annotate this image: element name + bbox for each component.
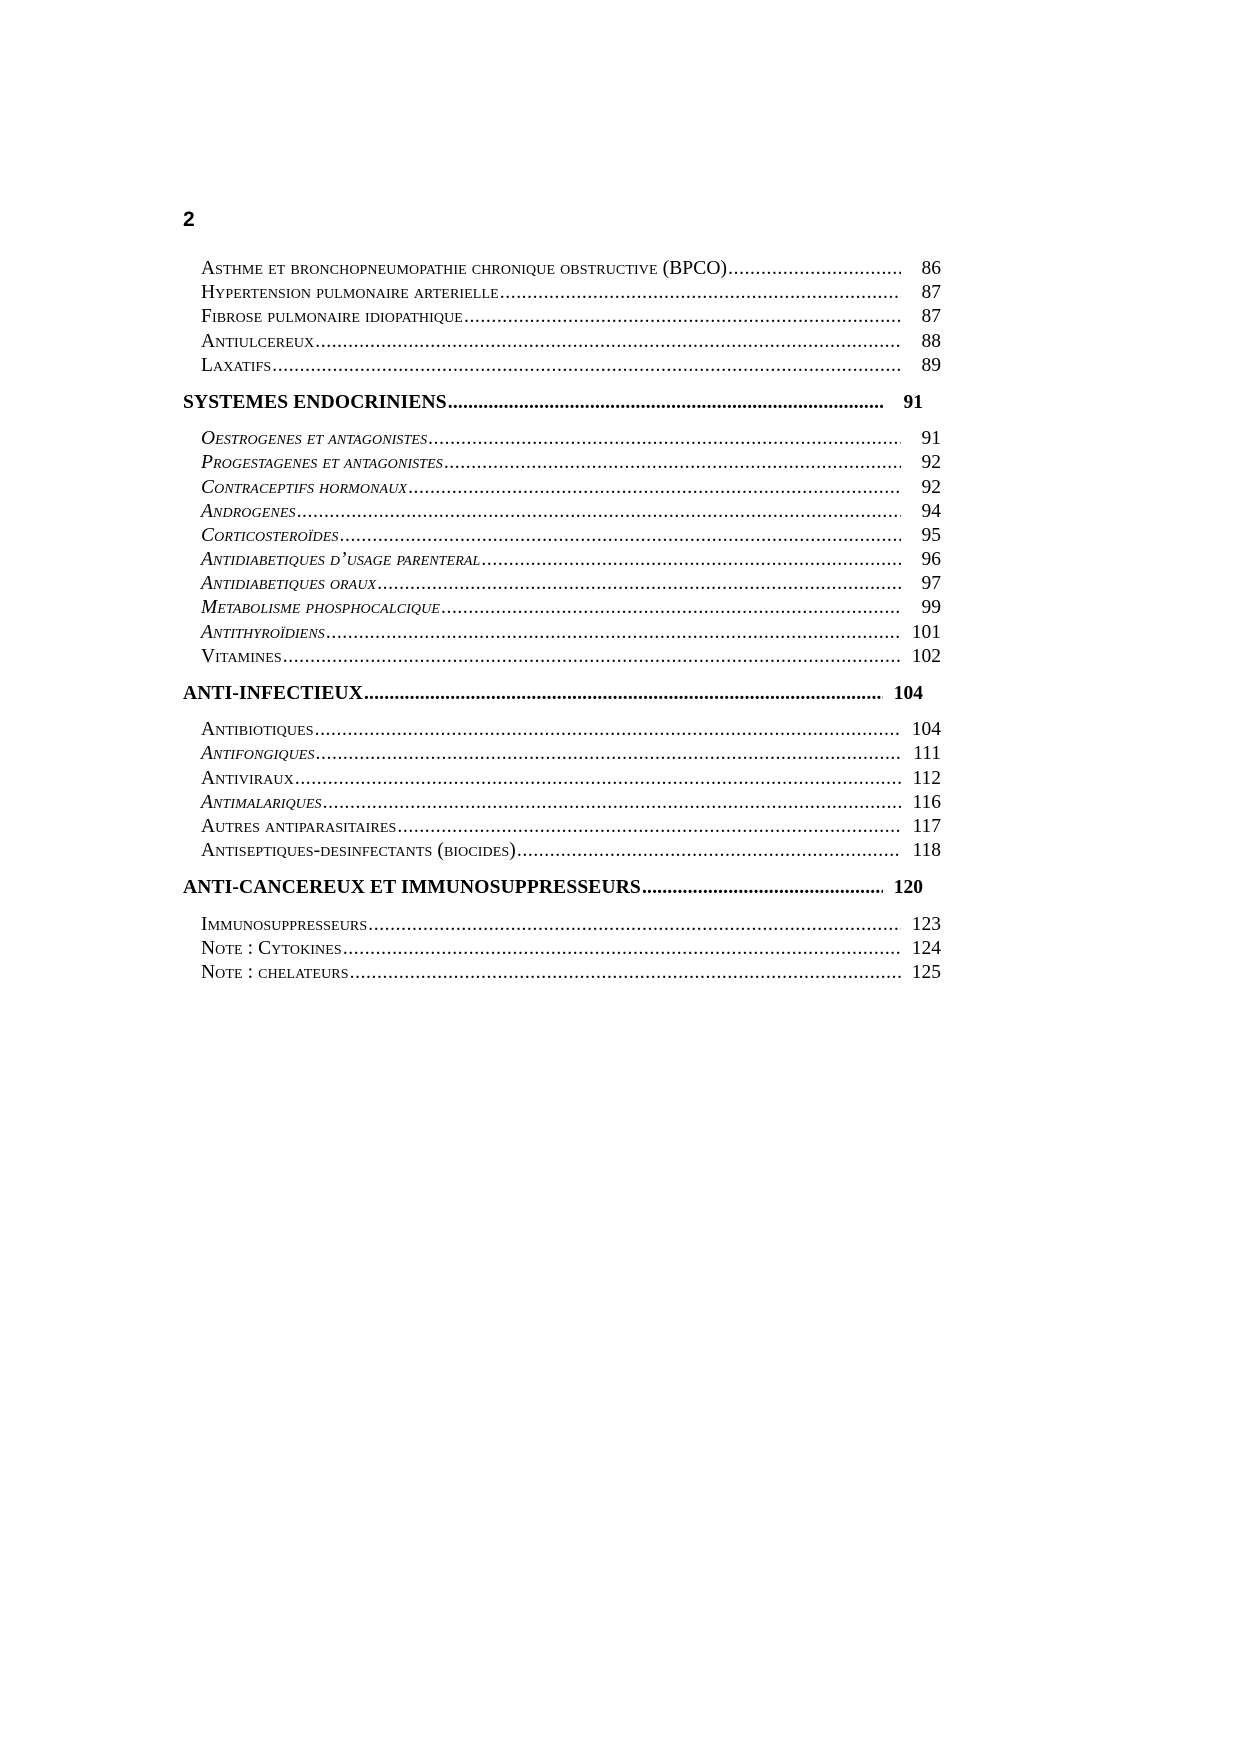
toc-dot-leader — [377, 574, 901, 590]
toc-page-number: 87 — [921, 306, 941, 328]
toc-entry-label: Antiulcereux — [201, 330, 315, 352]
toc-entry-label: Antiseptiques-desinfectants (biocides) — [201, 840, 516, 862]
toc-dot-leader — [368, 915, 901, 931]
toc-dot-leader — [315, 332, 901, 348]
toc-entry-row[interactable] — [183, 573, 941, 597]
toc-dot-leader — [316, 744, 901, 760]
toc-page-number: 104 — [893, 683, 923, 704]
toc-entry-label: Laxatifs — [201, 354, 272, 376]
toc-entry-label: Antifongiques — [201, 743, 315, 765]
toc-page-number: 97 — [921, 573, 941, 595]
toc-page-number: 89 — [921, 354, 941, 376]
toc-page-number: 95 — [921, 524, 941, 546]
toc-entry-row[interactable] — [183, 938, 941, 962]
toc-entry-label: Corticosteroïdes — [201, 524, 339, 546]
toc-page-number: 88 — [921, 330, 941, 352]
toc-entry-row[interactable] — [183, 477, 941, 501]
toc-entry-label: Immunosuppresseurs — [201, 913, 368, 935]
toc-dot-leader — [295, 769, 901, 785]
toc-page-number: 96 — [921, 549, 941, 571]
toc-dot-leader — [464, 307, 901, 323]
toc-entry-label: Oestrogenes et antagonistes — [201, 428, 428, 450]
toc-entry-row[interactable] — [183, 622, 941, 646]
toc-dot-leader — [500, 283, 901, 299]
toc-entry-label: Antidiabetiques oraux — [201, 573, 377, 595]
toc-entry-row[interactable] — [183, 792, 941, 816]
toc-dot-leader — [283, 647, 901, 663]
toc-entry-row[interactable] — [183, 331, 941, 355]
toc-entry-row[interactable] — [183, 549, 941, 573]
toc-dot-leader — [323, 793, 901, 809]
toc-page-number: 101 — [911, 621, 941, 643]
page-number: 2 — [183, 208, 195, 231]
toc-dot-leader — [448, 393, 883, 409]
toc-page-number: 86 — [921, 258, 941, 279]
toc-section-label: SYSTEMES ENDOCRINIENS — [183, 391, 447, 413]
toc-section-row[interactable] — [183, 392, 923, 416]
toc-entry-label: Antimalariques — [201, 791, 322, 813]
toc-entry-row[interactable] — [183, 646, 941, 670]
toc-entry-label: Antiviraux — [201, 767, 294, 789]
toc-entry-label: Note : Cytokines — [201, 937, 342, 959]
toc-page-number: 102 — [911, 645, 941, 667]
toc-dot-leader — [408, 478, 901, 494]
toc-page-number: 92 — [921, 476, 941, 498]
toc-page-number: 124 — [911, 937, 941, 959]
toc-page-number: 92 — [921, 452, 941, 474]
toc-section-row[interactable] — [183, 683, 923, 707]
toc-entry-label: Antidiabetiques d’usage parenteral — [201, 549, 481, 571]
toc-entry-row[interactable] — [183, 525, 941, 549]
toc-page-number: 104 — [911, 719, 941, 741]
toc-section-label: ANTI-INFECTIEUX — [183, 683, 363, 704]
toc-entry-row[interactable] — [183, 816, 941, 840]
toc-dot-leader — [517, 841, 901, 857]
toc-entry-row[interactable] — [183, 962, 941, 986]
toc-entry-row[interactable] — [183, 258, 941, 282]
toc-page-number: 125 — [911, 961, 941, 983]
toc-dot-leader — [642, 878, 883, 894]
toc-dot-leader — [397, 817, 901, 833]
toc-page-number: 99 — [921, 597, 941, 619]
toc-entry-label: Contraceptifs hormonaux — [201, 476, 408, 498]
toc-page-number: 111 — [913, 743, 941, 765]
toc-section-label: ANTI-CANCEREUX ET IMMUNOSUPPRESSEURS — [183, 877, 641, 899]
toc-dot-leader — [343, 939, 901, 955]
toc-entry-label: Note : chelateurs — [201, 961, 349, 983]
toc-entry-row[interactable] — [183, 743, 941, 767]
toc-entry-row[interactable] — [183, 840, 941, 864]
toc-entry-label: Antithyroïdiens — [201, 621, 325, 643]
toc-page-number: 123 — [911, 913, 941, 935]
toc-entry-row[interactable] — [183, 719, 941, 743]
toc-dot-leader — [272, 356, 901, 372]
toc-dot-leader — [364, 684, 883, 700]
toc-entry-row[interactable] — [183, 355, 941, 379]
toc-dot-leader — [340, 526, 902, 542]
table-of-contents — [183, 258, 941, 986]
toc-entry-row[interactable] — [183, 282, 941, 306]
toc-entry-row[interactable] — [183, 452, 941, 476]
toc-entry-row[interactable] — [183, 914, 941, 938]
toc-dot-leader — [481, 550, 901, 566]
toc-dot-leader — [297, 502, 901, 518]
toc-entry-row[interactable] — [183, 768, 941, 792]
toc-page-number: 91 — [921, 428, 941, 450]
toc-section-row[interactable] — [183, 877, 923, 901]
toc-dot-leader — [444, 453, 901, 469]
toc-dot-leader — [350, 963, 901, 979]
toc-page-number: 87 — [921, 282, 941, 304]
toc-entry-label: Progestagenes et antagonistes — [201, 452, 443, 474]
toc-entry-row[interactable] — [183, 428, 941, 452]
toc-entry-label: Antibiotiques — [201, 719, 314, 741]
toc-page-number: 112 — [912, 767, 941, 789]
toc-entry-label: Hypertension pulmonaire arterielle — [201, 282, 499, 304]
toc-entry-label: Androgenes — [201, 500, 296, 522]
toc-entry-row[interactable] — [183, 501, 941, 525]
toc-entry-label: Fibrose pulmonaire idiopathique — [201, 306, 463, 328]
toc-entry-label: Asthme et bronchopneumopathie chronique obstructive (BPCO) — [201, 258, 728, 279]
toc-entry-label: Autres antiparasitaires — [201, 815, 397, 837]
toc-page-number: 117 — [912, 815, 941, 837]
toc-entry-row[interactable] — [183, 306, 941, 330]
toc-page-number: 118 — [912, 840, 941, 862]
toc-dot-leader — [441, 598, 901, 614]
toc-dot-leader — [728, 259, 901, 275]
toc-page-number: 91 — [903, 391, 923, 413]
toc-dot-leader — [315, 720, 901, 736]
toc-dot-leader — [326, 623, 901, 639]
toc-entry-row[interactable] — [183, 597, 941, 621]
toc-entry-label: Vitamines — [201, 645, 282, 667]
toc-dot-leader — [428, 429, 901, 445]
toc-page-number: 120 — [893, 877, 923, 899]
toc-page-number: 94 — [921, 500, 941, 522]
toc-entry-label: Metabolisme phosphocalcique — [201, 597, 440, 619]
toc-page-number: 116 — [912, 791, 941, 813]
